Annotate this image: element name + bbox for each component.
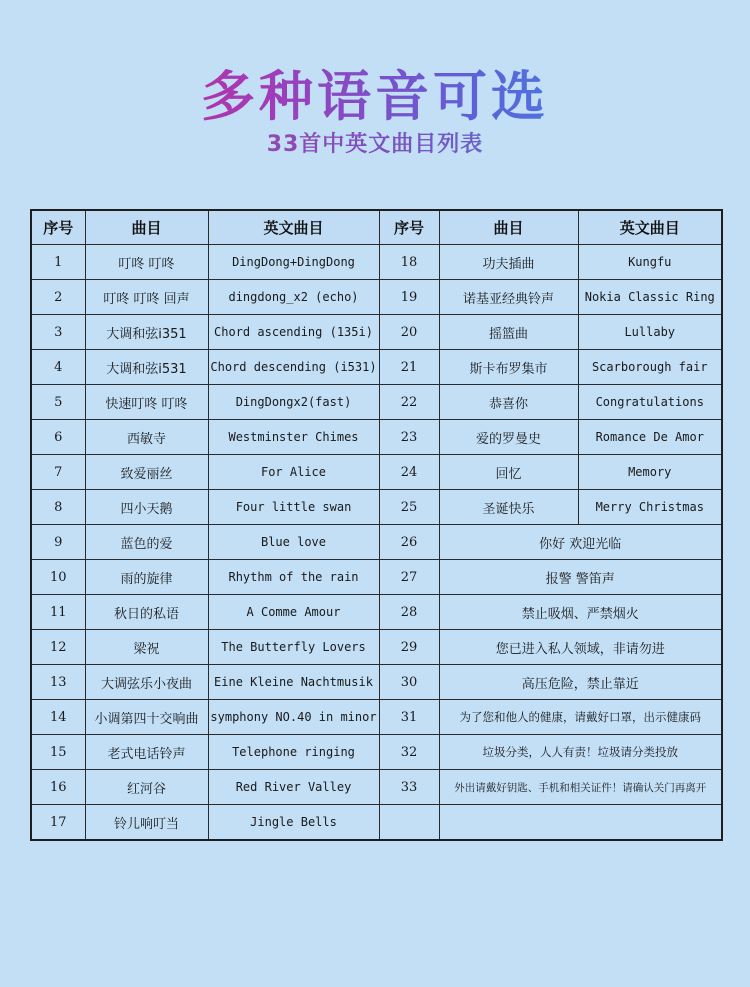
song-number: 14 <box>31 700 85 735</box>
song-title-cn: 叮咚 叮咚 回声 <box>85 280 208 315</box>
song-title-en: Telephone ringing <box>208 735 379 770</box>
song-title-cn: 秋日的私语 <box>85 595 208 630</box>
song-title-cn: 致爱丽丝 <box>85 455 208 490</box>
song-title-en: DingDong+DingDong <box>208 245 379 280</box>
song-title-en: Kungfu <box>578 245 722 280</box>
song-title-cn: 摇篮曲 <box>439 315 578 350</box>
song-title-en: Scarborough fair <box>578 350 722 385</box>
song-number: 17 <box>31 805 85 841</box>
song-number: 19 <box>379 280 439 315</box>
sound-description: 高压危险，禁止靠近 <box>439 665 722 700</box>
song-title-en: DingDongx2(fast) <box>208 385 379 420</box>
song-number: 15 <box>31 735 85 770</box>
song-title-en: Merry Christmas <box>578 490 722 525</box>
song-title-cn: 西敏寺 <box>85 420 208 455</box>
song-title-en: Eine Kleine Nachtmusik <box>208 665 379 700</box>
song-title-en: The Butterfly Lovers <box>208 630 379 665</box>
song-number: 18 <box>379 245 439 280</box>
song-title-en: Red River Valley <box>208 770 379 805</box>
page-subtitle: 33首中英文曲目列表 <box>0 130 750 160</box>
header-cell: 英文曲目 <box>578 210 722 245</box>
song-number: 26 <box>379 525 439 560</box>
song-number: 3 <box>31 315 85 350</box>
song-number: 10 <box>31 560 85 595</box>
song-number: 11 <box>31 595 85 630</box>
table-row <box>31 385 722 420</box>
song-number: 27 <box>379 560 439 595</box>
song-title-en: Romance De Amor <box>578 420 722 455</box>
header-cell: 序号 <box>31 210 85 245</box>
table-row <box>31 455 722 490</box>
sound-description: 你好 欢迎光临 <box>439 525 722 560</box>
song-number: 24 <box>379 455 439 490</box>
song-title-cn: 老式电话铃声 <box>85 735 208 770</box>
song-number: 29 <box>379 630 439 665</box>
song-number: 6 <box>31 420 85 455</box>
page-title: 多种语音可选 <box>0 62 750 132</box>
song-number: 33 <box>379 770 439 805</box>
song-table <box>30 209 723 841</box>
table-row <box>31 525 722 560</box>
song-title-cn: 大调和弦i531 <box>85 350 208 385</box>
table-row <box>31 595 722 630</box>
song-title-cn: 快速叮咚 叮咚 <box>85 385 208 420</box>
song-title-cn: 功夫插曲 <box>439 245 578 280</box>
song-title-en: For Alice <box>208 455 379 490</box>
sound-description: 您已进入私人领域，非请勿进 <box>439 630 722 665</box>
header-cell: 序号 <box>379 210 439 245</box>
song-title-cn: 爱的罗曼史 <box>439 420 578 455</box>
song-number: 32 <box>379 735 439 770</box>
header-cell: 英文曲目 <box>208 210 379 245</box>
song-number: 2 <box>31 280 85 315</box>
song-title-cn: 圣诞快乐 <box>439 490 578 525</box>
song-title-en: Jingle Bells <box>208 805 379 841</box>
song-number: 16 <box>31 770 85 805</box>
song-title-en: Westminster Chimes <box>208 420 379 455</box>
song-title-en: Chord descending (i531) <box>208 350 379 385</box>
empty-cell <box>379 805 439 841</box>
song-number: 31 <box>379 700 439 735</box>
song-number: 8 <box>31 490 85 525</box>
song-title-en: dingdong_x2 (echo) <box>208 280 379 315</box>
table-row <box>31 245 722 280</box>
table-row <box>31 770 722 805</box>
table-header-row <box>31 210 722 245</box>
song-number: 1 <box>31 245 85 280</box>
song-number: 22 <box>379 385 439 420</box>
sound-description: 禁止吸烟、严禁烟火 <box>439 595 722 630</box>
sound-description: 报警 警笛声 <box>439 560 722 595</box>
song-title-en: Blue love <box>208 525 379 560</box>
header-cell: 曲目 <box>85 210 208 245</box>
song-number: 12 <box>31 630 85 665</box>
song-number: 25 <box>379 490 439 525</box>
empty-cell <box>439 805 722 841</box>
table-row <box>31 805 722 841</box>
sound-description: 为了您和他人的健康，请戴好口罩，出示健康码 <box>439 700 722 735</box>
table-row <box>31 700 722 735</box>
table-row <box>31 420 722 455</box>
song-title-cn: 大调弦乐小夜曲 <box>85 665 208 700</box>
song-title-en: Lullaby <box>578 315 722 350</box>
song-number: 9 <box>31 525 85 560</box>
song-title-cn: 四小天鹅 <box>85 490 208 525</box>
song-title-en: symphony NO.40 in minor <box>208 700 379 735</box>
table-row <box>31 665 722 700</box>
song-title-en: Memory <box>578 455 722 490</box>
song-title-en: A Comme Amour <box>208 595 379 630</box>
table-row <box>31 280 722 315</box>
table-row <box>31 560 722 595</box>
song-number: 13 <box>31 665 85 700</box>
song-title-en: Nokia Classic Ring <box>578 280 722 315</box>
song-number: 21 <box>379 350 439 385</box>
song-title-cn: 蓝色的爱 <box>85 525 208 560</box>
song-number: 4 <box>31 350 85 385</box>
song-title-cn: 叮咚 叮咚 <box>85 245 208 280</box>
song-title-cn: 回忆 <box>439 455 578 490</box>
table-row <box>31 350 722 385</box>
song-number: 7 <box>31 455 85 490</box>
song-number: 23 <box>379 420 439 455</box>
song-number: 20 <box>379 315 439 350</box>
song-number: 5 <box>31 385 85 420</box>
song-title-cn: 梁祝 <box>85 630 208 665</box>
song-title-cn: 雨的旋律 <box>85 560 208 595</box>
sound-description: 外出请戴好钥匙、手机和相关证件！请确认关门再离开 <box>439 770 722 805</box>
song-title-cn: 大调和弦i351 <box>85 315 208 350</box>
song-title-cn: 斯卡布罗集市 <box>439 350 578 385</box>
song-title-cn: 小调第四十交响曲 <box>85 700 208 735</box>
sound-description: 垃圾分类，人人有责！垃圾请分类投放 <box>439 735 722 770</box>
header-cell: 曲目 <box>439 210 578 245</box>
table-row <box>31 735 722 770</box>
song-number: 28 <box>379 595 439 630</box>
song-title-en: Congratulations <box>578 385 722 420</box>
song-title-en: Rhythm of the rain <box>208 560 379 595</box>
table-row <box>31 315 722 350</box>
song-title-cn: 红河谷 <box>85 770 208 805</box>
table-row <box>31 490 722 525</box>
song-title-cn: 诺基亚经典铃声 <box>439 280 578 315</box>
song-number: 30 <box>379 665 439 700</box>
song-title-en: Chord ascending (135i) <box>208 315 379 350</box>
song-title-cn: 铃儿响叮当 <box>85 805 208 841</box>
song-title-cn: 恭喜你 <box>439 385 578 420</box>
song-title-en: Four little swan <box>208 490 379 525</box>
table-row <box>31 630 722 665</box>
